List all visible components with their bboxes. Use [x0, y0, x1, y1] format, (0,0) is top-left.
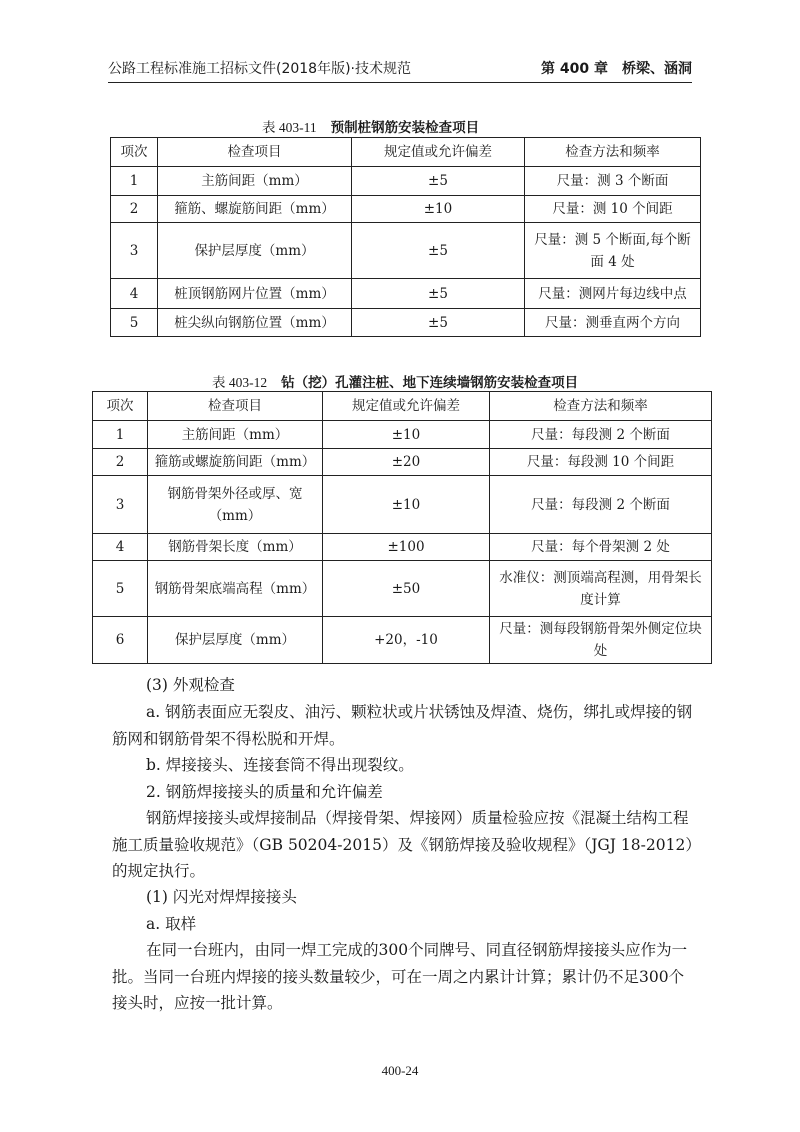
- table-cell: 4: [93, 534, 148, 561]
- table-row: [111, 223, 701, 279]
- table-cell: ±50: [323, 561, 490, 617]
- table-cell: 桩尖纵向钢筋位置（mm）: [158, 309, 352, 337]
- heading-flash-butt-weld: (1) 闪光对焊焊接接头: [146, 888, 297, 906]
- table-cell: 主筋间距（mm）: [158, 167, 352, 196]
- table-cell: 5: [111, 309, 158, 337]
- heading-appearance-inspection: (3) 外观检查: [146, 676, 235, 694]
- table-cell: 4: [111, 279, 158, 309]
- table-cell: 保护层厚度（mm）: [148, 617, 323, 664]
- table1-col-method: 检查方法和频率: [525, 138, 701, 167]
- table2-col-tolerance: 规定值或允许偏差: [323, 392, 490, 421]
- table-row: [93, 561, 712, 617]
- table-cell: 尺量：测 5 个断面,每个断面 4 处: [525, 223, 701, 279]
- table-row: [93, 449, 712, 476]
- table-cell: 5: [93, 561, 148, 617]
- table-cell: +20，-10: [323, 617, 490, 664]
- table-row: [111, 309, 701, 337]
- table-cell: 箍筋、螺旋筋间距（mm）: [158, 196, 352, 223]
- heading-sampling: a. 取样: [146, 915, 197, 933]
- table1-col-index: 项次: [111, 138, 158, 167]
- table1-caption: [262, 116, 479, 136]
- header-document-title: 公路工程标准施工招标文件(2018年版)·技术规范: [108, 61, 412, 77]
- table-cell: 3: [93, 476, 148, 534]
- table1-header-row: [111, 138, 701, 167]
- table-cell: 尺量：测垂直两个方向: [525, 309, 701, 337]
- table-cell: ±10: [352, 196, 525, 223]
- table2-caption: [212, 371, 578, 391]
- table-cell: 尺量：每段测 10 个间距: [490, 449, 712, 476]
- table-cell: 主筋间距（mm）: [148, 421, 323, 449]
- table-cell: 尺量：测 10 个间距: [525, 196, 701, 223]
- table-cell: ±10: [323, 476, 490, 534]
- paragraph-surface-requirement: a. 钢筋表面应无裂皮、油污、颗粒状或片状锈蚀及焊渣、烧伤，绑扎或焊接的钢筋网和钢筋骨架不得松脱和开焊。: [112, 703, 693, 748]
- table-cell: ±5: [352, 223, 525, 279]
- table2-col-index: 项次: [93, 392, 148, 421]
- table-cell: 2: [111, 196, 158, 223]
- table2-col-item: 检查项目: [148, 392, 323, 421]
- table-cell: 尺量：测网片每边线中点: [525, 279, 701, 309]
- table-row: [93, 617, 712, 664]
- page-number: 400-24: [381, 1063, 419, 1078]
- header-chapter-title: 第 400 章 桥梁、涵洞: [541, 61, 692, 77]
- table-cell: 钢筋骨架外径或厚、宽（mm）: [148, 476, 323, 534]
- table-cell: 6: [93, 617, 148, 664]
- table-cell: 尺量：每个骨架测 2 处: [490, 534, 712, 561]
- table-cell: ±100: [323, 534, 490, 561]
- heading-weld-quality: 2. 钢筋焊接接头的质量和允许偏差: [146, 783, 383, 801]
- table-cell: ±10: [323, 421, 490, 449]
- table-row: [111, 167, 701, 196]
- table-cell: 钢筋骨架长度（mm）: [148, 534, 323, 561]
- paragraph-batch-rule: 在同一台班内，由同一焊工完成的300个同牌号、同直径钢筋焊接接头应作为一批。当同一台班内焊接的接头数量较少，可在一周之内累计计算；累计仍不足300个接头时，应按一批计算。: [112, 941, 688, 1012]
- table-row: [93, 421, 712, 449]
- page-header: [108, 54, 692, 83]
- table-cell: 桩顶钢筋网片位置（mm）: [158, 279, 352, 309]
- table-cell: 尺量：测 3 个断面: [525, 167, 701, 196]
- table-cell: 2: [93, 449, 148, 476]
- table-cell: 1: [111, 167, 158, 196]
- table-cell: 尺量：每段测 2 个断面: [490, 476, 712, 534]
- table-row: [111, 279, 701, 309]
- table-cell: 保护层厚度（mm）: [158, 223, 352, 279]
- table1: [110, 137, 701, 337]
- table2: [92, 391, 712, 664]
- table1-number: 表 403-11: [262, 120, 317, 135]
- table-cell: 水准仪：测顶端高程测，用骨架长度计算: [490, 561, 712, 617]
- table1-title: 预制桩钢筋安装检查项目: [330, 120, 480, 136]
- table-cell: 箍筋或螺旋筋间距（mm）: [148, 449, 323, 476]
- table-cell: 尺量：每段测 2 个断面: [490, 421, 712, 449]
- table2-number: 表 403-12: [212, 375, 268, 390]
- table-row: [111, 196, 701, 223]
- table2-col-method: 检查方法和频率: [490, 392, 712, 421]
- table-row: [93, 476, 712, 534]
- table2-title: 钻（挖）孔灌注桩、地下连续墙钢筋安装检查项目: [281, 375, 579, 391]
- table-cell: ±5: [352, 309, 525, 337]
- paragraph-inspection-standard: 钢筋焊接接头或焊接制品（焊接骨架、焊接网）质量检验应按《混凝土结构工程施工质量验收规范》（GB 50204-2015）及《钢筋焊接及验收规程》（JGJ 18-2012）的规定执行。: [112, 809, 694, 880]
- table2-header-row: [93, 392, 712, 421]
- paragraph-no-cracks: b. 焊接接头、连接套筒不得出现裂纹。: [146, 756, 414, 774]
- table-cell: ±5: [352, 279, 525, 309]
- table-cell: ±5: [352, 167, 525, 196]
- table-cell: 尺量：测每段钢筋骨架外侧定位块处: [490, 617, 712, 664]
- table-cell: 钢筋骨架底端高程（mm）: [148, 561, 323, 617]
- table-cell: ±20: [323, 449, 490, 476]
- table-cell: 3: [111, 223, 158, 279]
- table-row: [93, 534, 712, 561]
- table1-col-tolerance: 规定值或允许偏差: [352, 138, 525, 167]
- table1-col-item: 检查项目: [158, 138, 352, 167]
- table-cell: 1: [93, 421, 148, 449]
